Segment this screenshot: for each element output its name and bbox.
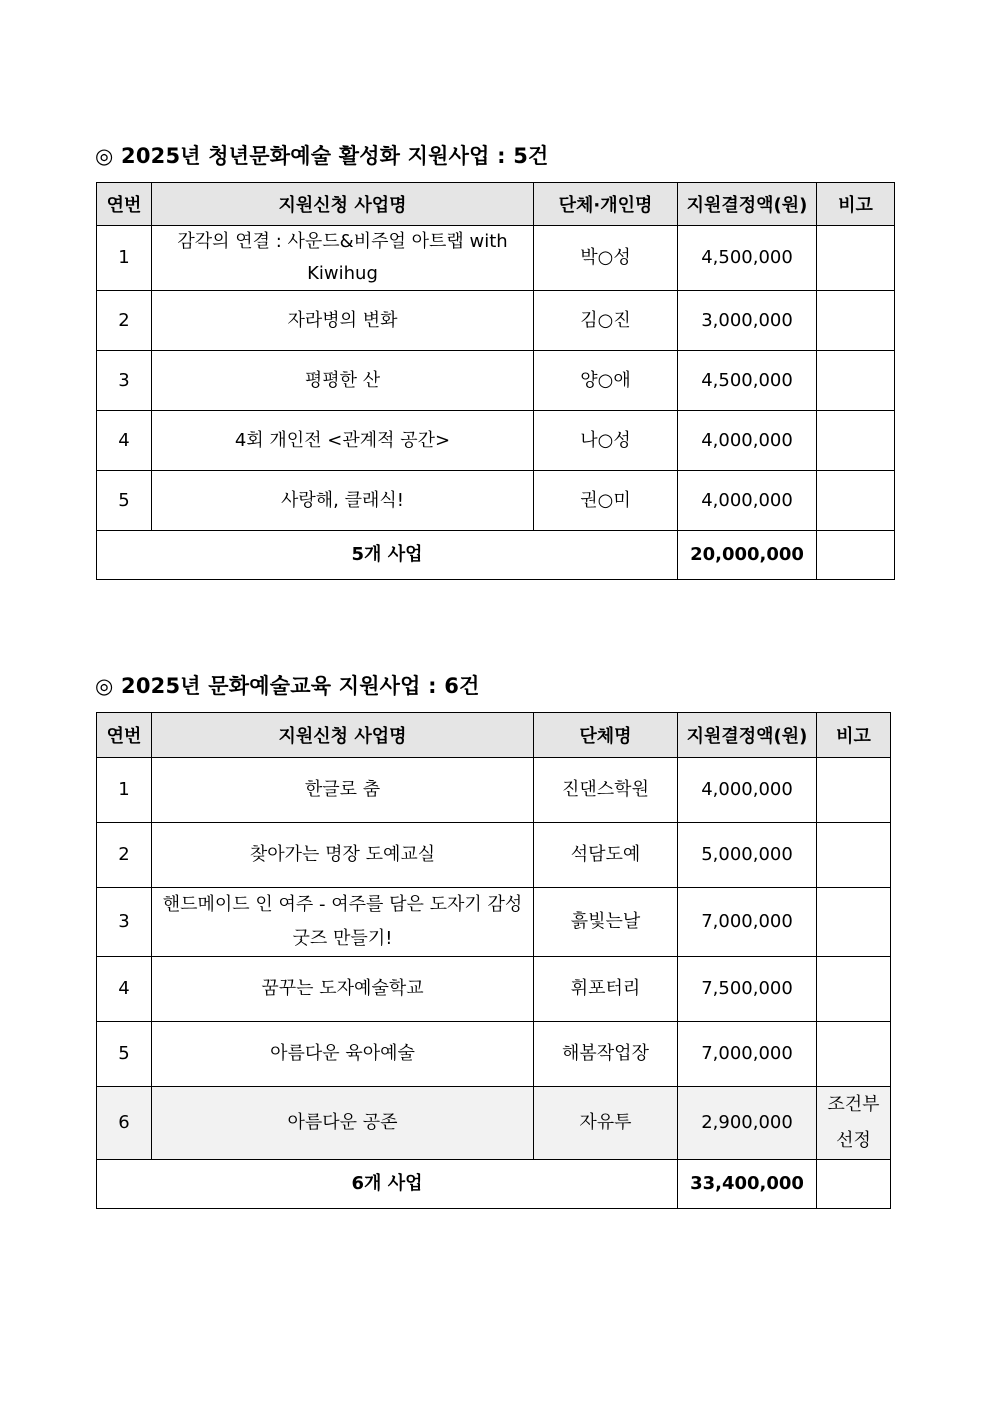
total-amount: 33,400,000 — [678, 1160, 817, 1209]
row-amount: 3,000,000 — [678, 291, 817, 351]
table-row — [97, 226, 895, 291]
header-amount: 지원결정액(원) — [678, 713, 817, 758]
row-amount: 7,000,000 — [678, 888, 817, 957]
total-row — [97, 1160, 891, 1209]
row-no: 4 — [97, 411, 152, 471]
row-project-name: 평평한 산 — [152, 351, 534, 411]
total-note — [817, 1160, 891, 1209]
header-organization: 단체명 — [534, 713, 678, 758]
row-project-name: 아름다운 공존 — [152, 1087, 534, 1160]
table-row — [97, 411, 895, 471]
row-note — [817, 758, 891, 823]
row-organization: 자유투 — [534, 1087, 678, 1160]
row-amount: 4,000,000 — [678, 758, 817, 823]
row-organization: 진댄스학원 — [534, 758, 678, 823]
row-organization: 권○미 — [534, 471, 678, 531]
row-organization: 흙빛는날 — [534, 888, 678, 957]
total-label: 5개 사업 — [97, 531, 678, 580]
table-row — [97, 823, 891, 888]
arts-education-support-table — [96, 712, 891, 1209]
header-amount: 지원결정액(원) — [678, 183, 817, 226]
row-no: 2 — [97, 291, 152, 351]
row-amount: 4,000,000 — [678, 411, 817, 471]
row-no: 3 — [97, 351, 152, 411]
row-note — [817, 957, 891, 1022]
row-note — [817, 226, 895, 291]
row-project-name: 사랑해, 클래식! — [152, 471, 534, 531]
header-no: 연번 — [97, 713, 152, 758]
header-project-name: 지원신청 사업명 — [152, 713, 534, 758]
row-amount: 4,500,000 — [678, 351, 817, 411]
table-row — [97, 1087, 891, 1160]
section-1-title: ◎ 2025년 청년문화예술 활성화 지원사업 : 5건 — [95, 144, 549, 168]
table-row — [97, 758, 891, 823]
row-amount: 5,000,000 — [678, 823, 817, 888]
row-amount: 4,500,000 — [678, 226, 817, 291]
total-note — [817, 531, 895, 580]
row-note: 조건부 선정 — [817, 1087, 891, 1160]
row-note — [817, 351, 895, 411]
row-organization: 양○애 — [534, 351, 678, 411]
row-note — [817, 411, 895, 471]
row-amount: 7,500,000 — [678, 957, 817, 1022]
row-organization: 김○진 — [534, 291, 678, 351]
row-no: 2 — [97, 823, 152, 888]
row-project-name: 한글로 춤 — [152, 758, 534, 823]
row-no: 1 — [97, 226, 152, 291]
table-header-row — [97, 183, 895, 226]
table-row — [97, 351, 895, 411]
header-project-name: 지원신청 사업명 — [152, 183, 534, 226]
section-2-title: ◎ 2025년 문화예술교육 지원사업 : 6건 — [95, 674, 480, 698]
row-project-name: 감각의 연결 : 사운드&비주얼 아트랩 with Kiwihug — [152, 226, 534, 291]
row-no: 6 — [97, 1087, 152, 1160]
row-organization: 나○성 — [534, 411, 678, 471]
table-header-row — [97, 713, 891, 758]
row-project-name: 4회 개인전 <관계적 공간> — [152, 411, 534, 471]
row-organization: 해봄작업장 — [534, 1022, 678, 1087]
table-row — [97, 1022, 891, 1087]
row-note — [817, 888, 891, 957]
row-no: 1 — [97, 758, 152, 823]
row-project-name: 찾아가는 명장 도예교실 — [152, 823, 534, 888]
row-amount: 2,900,000 — [678, 1087, 817, 1160]
total-row — [97, 531, 895, 580]
header-organization: 단체·개인명 — [534, 183, 678, 226]
header-no: 연번 — [97, 183, 152, 226]
row-amount: 7,000,000 — [678, 1022, 817, 1087]
row-no: 5 — [97, 471, 152, 531]
header-note: 비고 — [817, 713, 891, 758]
row-organization: 박○성 — [534, 226, 678, 291]
row-no: 5 — [97, 1022, 152, 1087]
table-row — [97, 471, 895, 531]
row-project-name: 핸드메이드 인 여주 - 여주를 담은 도자기 감성 굿즈 만들기! — [152, 888, 534, 957]
table-row — [97, 291, 895, 351]
row-organization: 휘포터리 — [534, 957, 678, 1022]
header-note: 비고 — [817, 183, 895, 226]
row-note — [817, 1022, 891, 1087]
row-note — [817, 823, 891, 888]
total-label: 6개 사업 — [97, 1160, 678, 1209]
row-no: 3 — [97, 888, 152, 957]
table-row — [97, 957, 891, 1022]
row-note — [817, 471, 895, 531]
row-project-name: 아름다운 육아예술 — [152, 1022, 534, 1087]
row-amount: 4,000,000 — [678, 471, 817, 531]
total-amount: 20,000,000 — [678, 531, 817, 580]
table-row — [97, 888, 891, 957]
youth-culture-support-table — [96, 182, 895, 580]
row-note — [817, 291, 895, 351]
row-no: 4 — [97, 957, 152, 1022]
row-project-name: 꿈꾸는 도자예술학교 — [152, 957, 534, 1022]
row-organization: 석담도예 — [534, 823, 678, 888]
row-project-name: 자라병의 변화 — [152, 291, 534, 351]
